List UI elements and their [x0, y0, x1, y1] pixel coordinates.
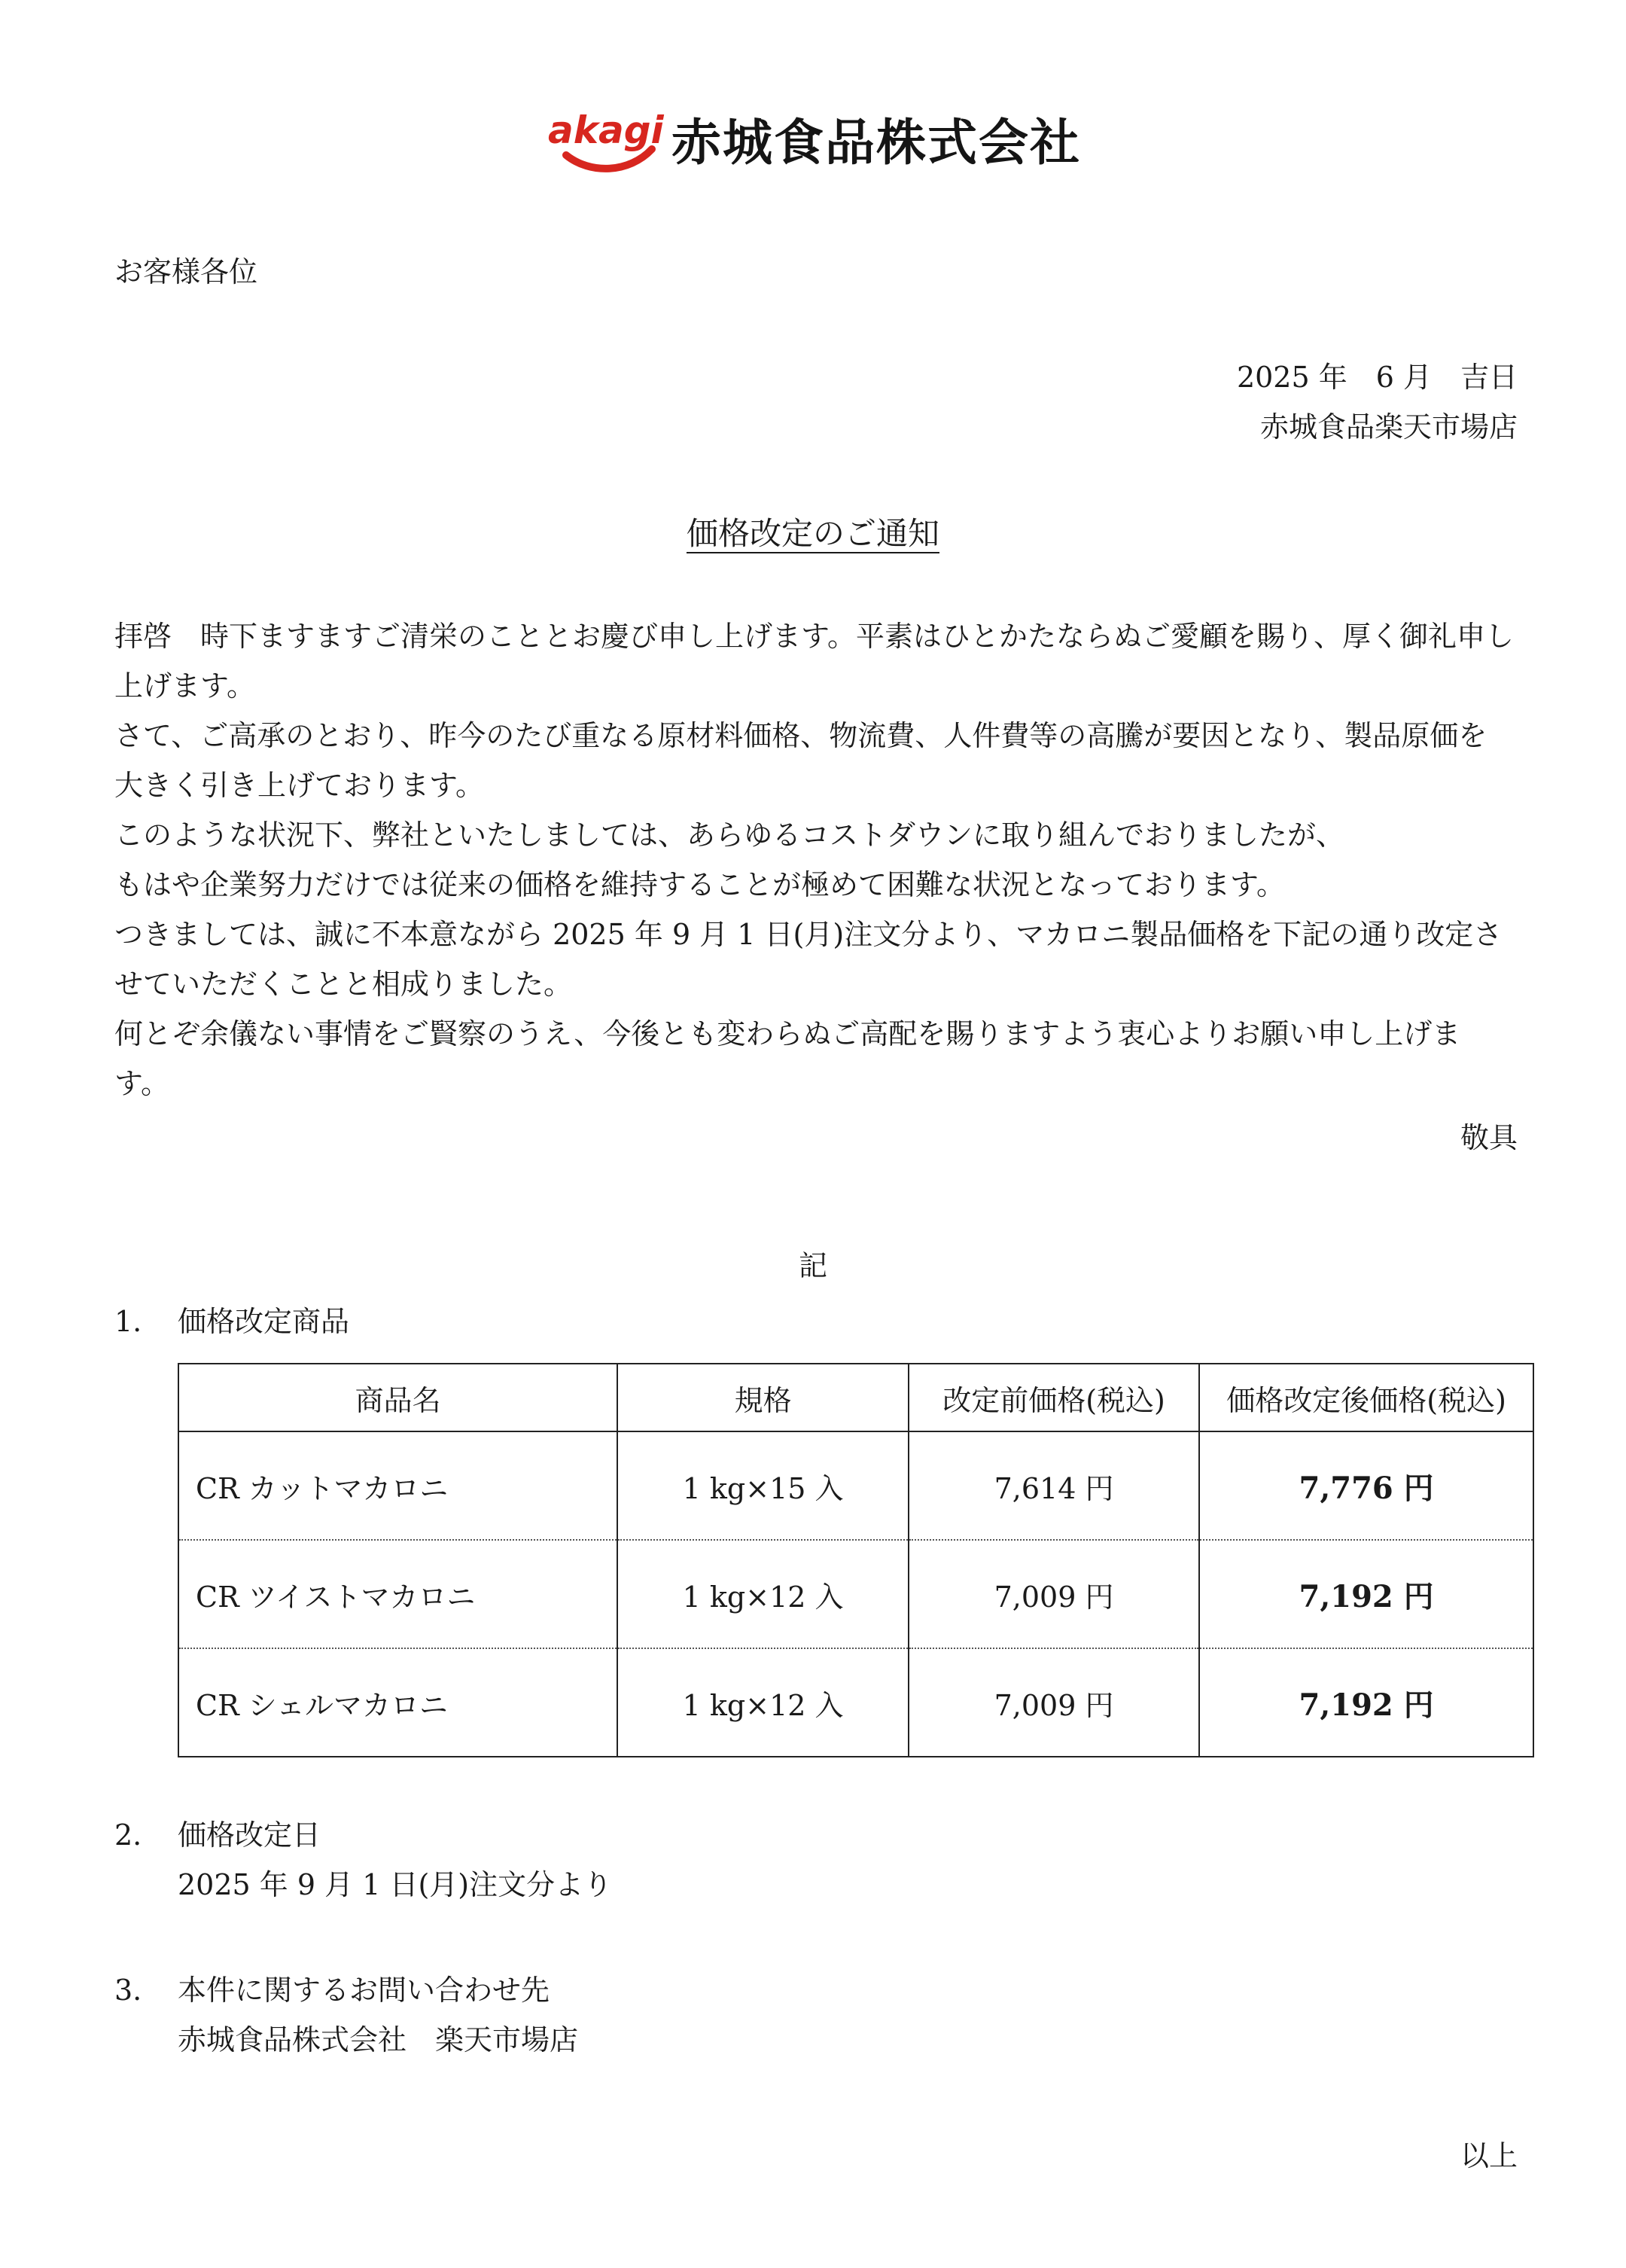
table-row — [178, 1540, 1533, 1648]
section1-label: 価格改定商品 — [178, 1305, 350, 1338]
end-marker: 以上 — [1460, 2139, 1518, 2172]
product-spec: 1 kg×15 入 — [617, 1431, 909, 1540]
page-title — [0, 509, 1626, 554]
section3-number: 3. — [114, 1974, 142, 2007]
section2-number: 2. — [114, 1818, 142, 1852]
body-paragraph-5: つきましては、誠に不本意ながら 2025 年 9 月 1 日(月)注文分より、マカロニ製品価格を下記の通り改定させていただくことと相成りました。 — [114, 918, 1503, 1001]
price-before: 7,009 円 — [909, 1540, 1199, 1648]
body-paragraph-3: このような状況下、弊社といたしましては、あらゆるコストダウンに取り組んでおりましたが、 — [114, 818, 1345, 852]
table-header-row — [178, 1364, 1533, 1431]
title-text: 価格改定のご通知 — [686, 515, 939, 552]
body-paragraph-1: 拝啓 時下ますますご清栄のこととお慶び申し上げます。平素はひとかたならぬご愛顧を賜り、厚く御礼申し上げます。 — [114, 620, 1514, 703]
header-price-after: 価格改定後価格(税込) — [1199, 1364, 1533, 1431]
company-logo — [545, 96, 1095, 179]
body-paragraph-4: もはや企業努力だけでは従来の価格を維持することが極めて困難な状況となっております。 — [114, 868, 1285, 901]
section3-value: 赤城食品株式会社 楽天市場店 — [178, 2023, 579, 2056]
table-row — [178, 1431, 1533, 1540]
ki-marker: 記 — [798, 1249, 827, 1282]
section2-label: 価格改定日 — [178, 1818, 321, 1852]
header-price-before: 改定前価格(税込) — [909, 1364, 1199, 1431]
section1-number: 1. — [114, 1305, 142, 1338]
product-name: CR シェルマカロニ — [178, 1648, 617, 1757]
price-table — [178, 1363, 1534, 1757]
section2-value: 2025 年 9 月 1 日(月)注文分より — [178, 1868, 613, 1901]
price-before: 7,614 円 — [909, 1431, 1199, 1540]
akagi-logo-mark — [545, 96, 665, 179]
body-paragraph-6: 何とぞ余儀ない事情をご賢察のうえ、今後とも変わらぬご高配を賜りますよう衷心よりお願い申し上げます。 — [114, 1017, 1461, 1100]
price-after: 7,192 円 — [1199, 1540, 1533, 1648]
table-row — [178, 1648, 1533, 1757]
sender-name: 赤城食品楽天市場店 — [1259, 410, 1518, 444]
logo-mark-text: akagi — [548, 108, 664, 152]
product-spec: 1 kg×12 入 — [617, 1540, 909, 1648]
product-spec: 1 kg×12 入 — [617, 1648, 909, 1757]
price-after: 7,192 円 — [1199, 1648, 1533, 1757]
header-spec: 規格 — [617, 1364, 909, 1431]
price-before: 7,009 円 — [909, 1648, 1199, 1757]
closing-keigu: 敬具 — [1460, 1121, 1518, 1154]
body-paragraph-2: さて、ご高承のとおり、昨今のたび重なる原材料価格、物流費、人件費等の高騰が要因となり、製品原価を大きく引き上げております。 — [114, 719, 1487, 802]
company-name: 赤城食品株式会社 — [671, 114, 1081, 172]
product-name: CR ツイストマカロニ — [178, 1540, 617, 1648]
product-name: CR カットマカロニ — [178, 1431, 617, 1540]
price-after: 7,776 円 — [1199, 1431, 1533, 1540]
section3-label: 本件に関するお問い合わせ先 — [178, 1974, 550, 2007]
salutation: お客様各位 — [114, 255, 258, 288]
header-product-name: 商品名 — [178, 1364, 617, 1431]
issue-date: 2025 年 6 月 吉日 — [1236, 361, 1518, 394]
